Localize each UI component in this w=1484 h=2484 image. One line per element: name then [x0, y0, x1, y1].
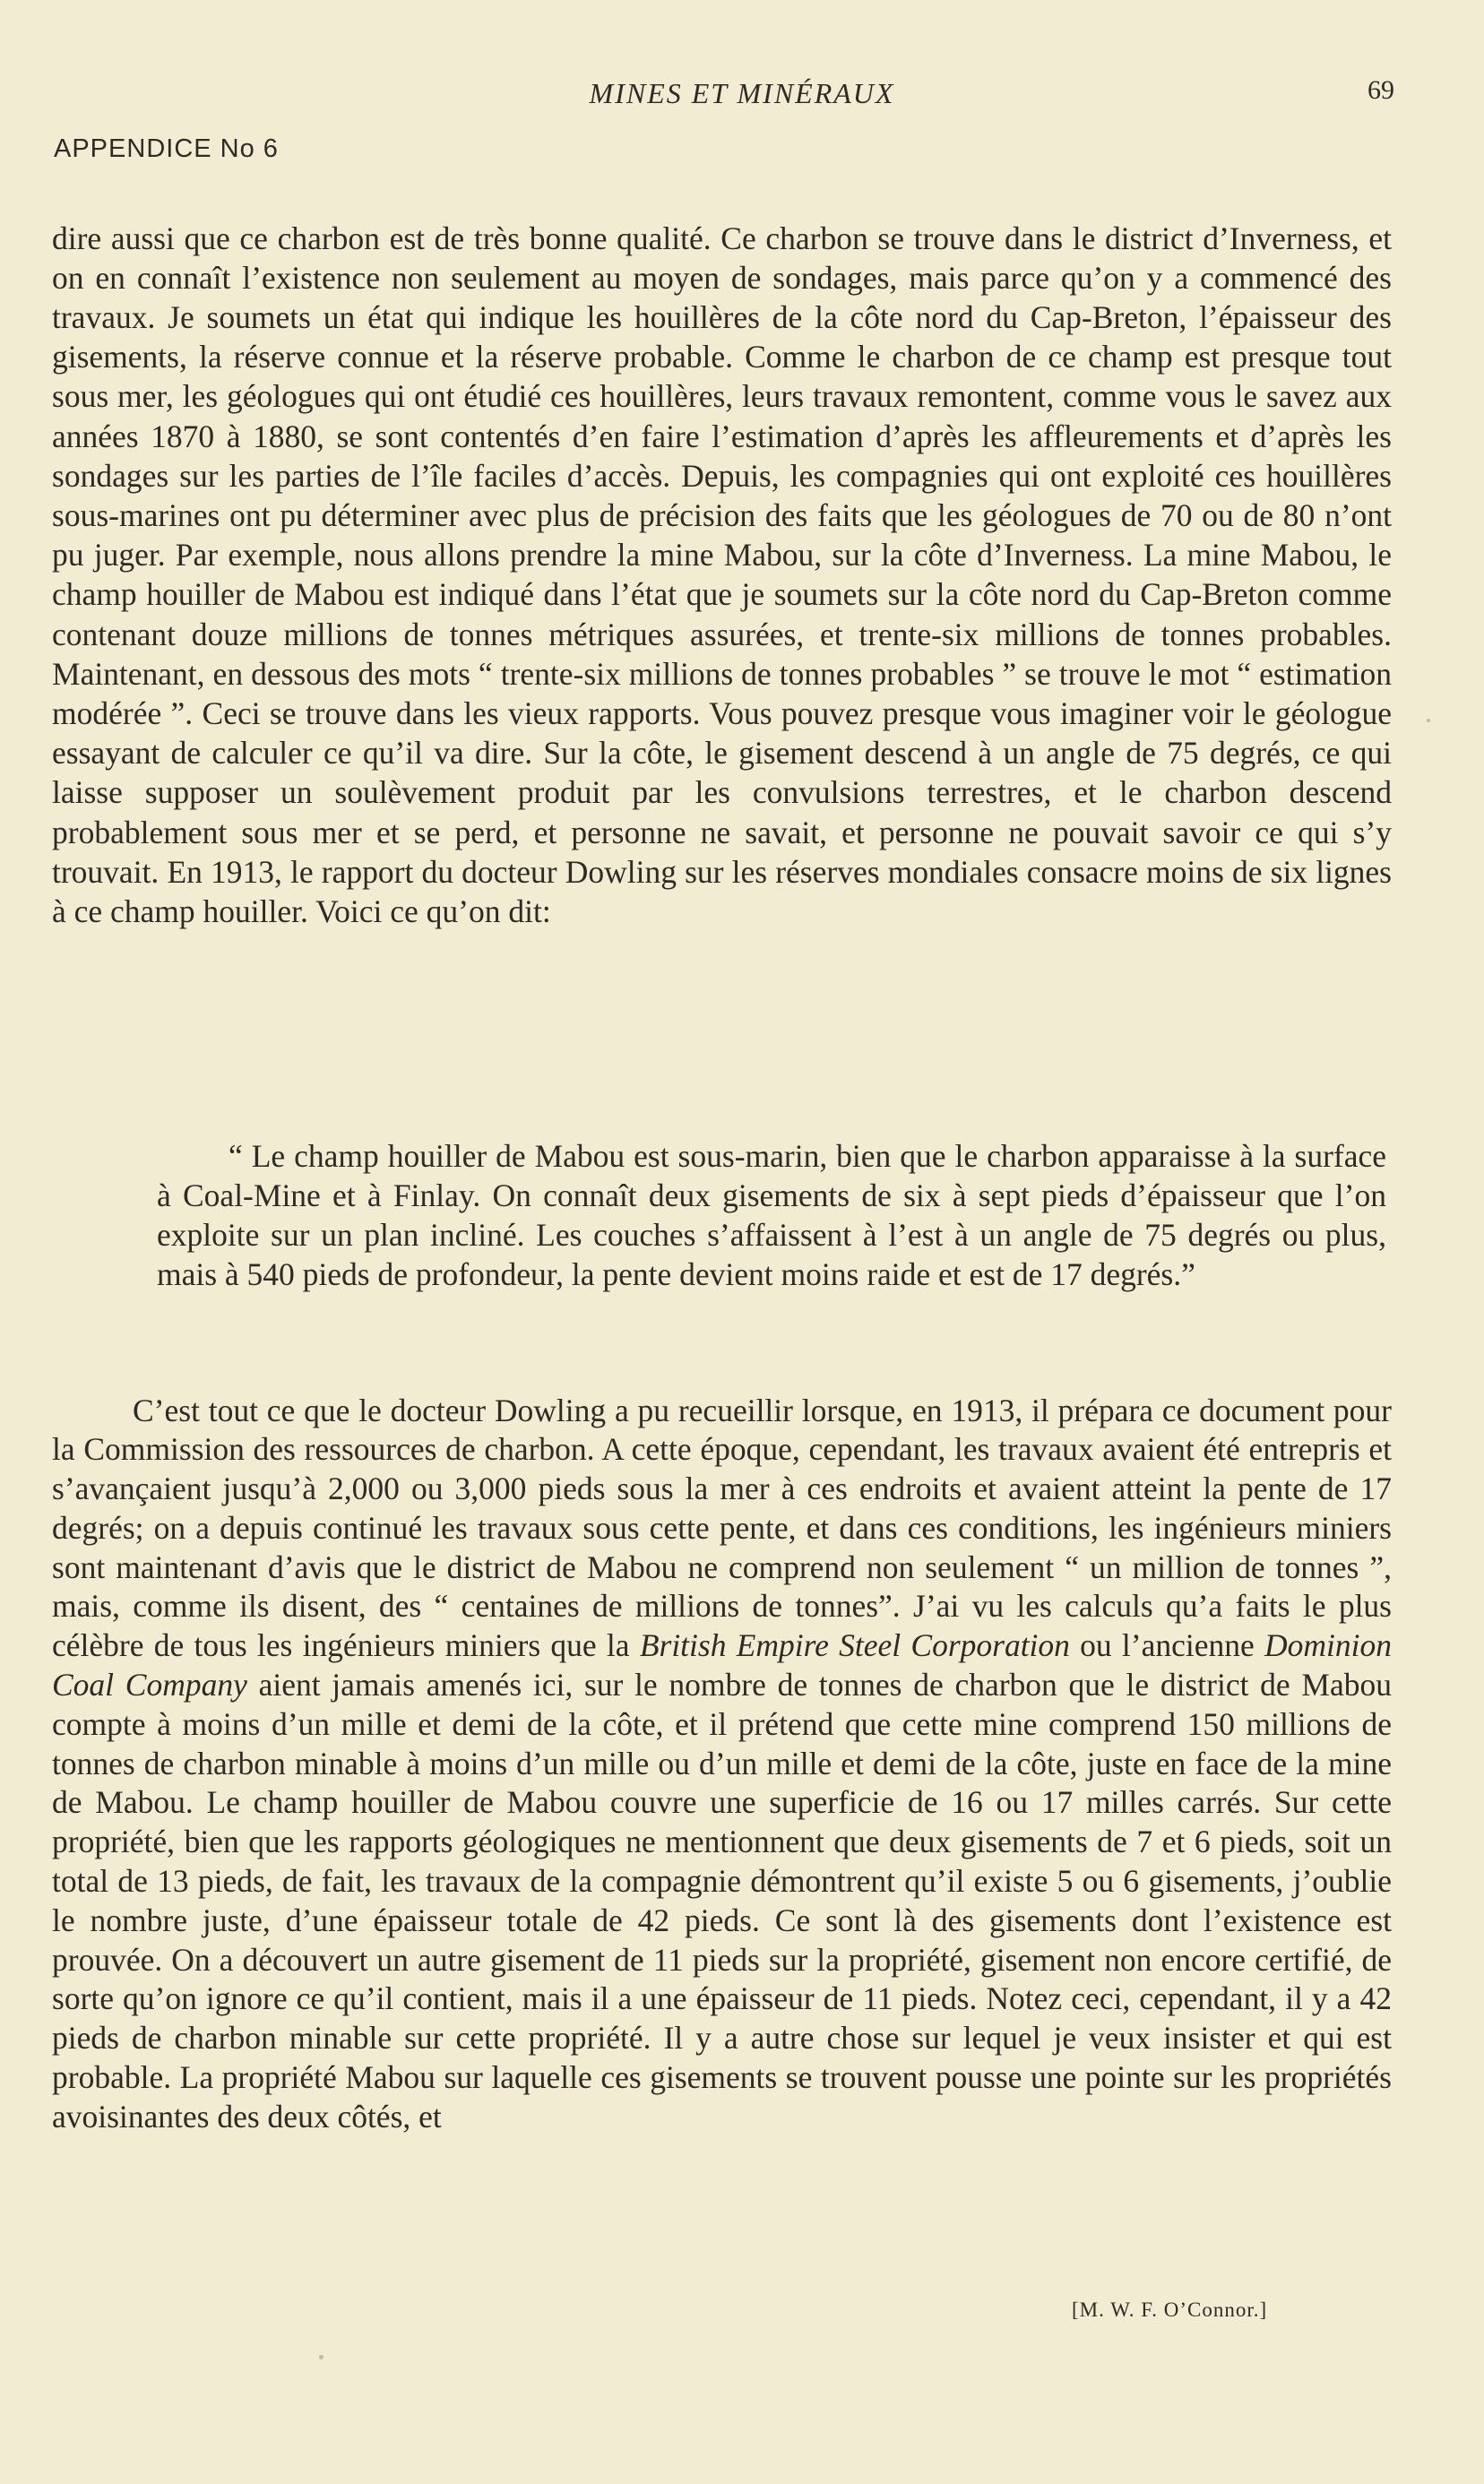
paper-speck [319, 2355, 324, 2359]
company-name-besco: British Empire Steel Corporation [639, 1627, 1070, 1664]
speaker-attribution: [M. W. F. O’Connor.] [1072, 2299, 1268, 2321]
page-number: 69 [1368, 75, 1394, 105]
paper-speck [1427, 719, 1430, 722]
appendix-label: APPENDICE No 6 [54, 134, 279, 163]
paragraph-2-text-b: ou l’ancienne [1069, 1627, 1265, 1664]
paragraph-2 [52, 1392, 1392, 2137]
paragraph-2-text-a: C’est tout ce que le docteur Dowling a pu recueillir lorsque, en 1913, il prépara ce document pour la Commission des ressources de charbon. A cette époque, cependant, les travaux avaient été entrepris et s’avançaient jusqu’à 2,000 ou 3,000 pieds sous la mer à ces endroits et avaient atteint la pente de 17 degrés; on a depuis continué les travaux sous cette pente, et dans ces conditions, les ingénieurs miniers sont maintenant d’avis que le district de Mabou ne comprend non seulement “ un million de tonnes ”, mais, comme ils disent, des “ centaines de millions de tonnes”. J’ai vu les calculs qu’a faits le plus célèbre de tous les ingénieurs miniers que la [52, 1392, 1392, 1664]
running-title: MINES ET MINÉRAUX [589, 77, 895, 109]
block-quote: “ Le champ houiller de Mabou est sous-marin, bien que le charbon apparaisse à la surface à Coal-Mine et à Finlay. On connaît deux gisements de six à sept pieds d’épaisseur que l’on exploite sur un plan incliné. Les couches s’affaissent à l’est à un angle de 75 degrés ou plus, mais à 540 pieds de profondeur, la pente devient moins raide et est de 17 degrés.” [157, 1137, 1386, 1293]
paragraph-2-text-c: aient jamais amenés ici, sur le nombre de tonnes de charbon que le district de Mabou compte à moins d’un mille et demi de la côte, et il prétend que cette mine comprend 150 millions de tonnes de charbon minable à moins d’un mille ou d’un mille et demi de la côte, juste en face de la mine de Mabou. Le champ houiller de Mabou couvre une superficie de 16 ou 17 milles carrés. Sur cette propriété, bien que les rapports géologiques ne mentionnent que deux gisements de 7 et 6 pieds, soit un total de 13 pieds, de fait, les travaux de la compagnie démontrent qu’il existe 5 ou 6 gisements, j’oublie le nombre juste, d’une épaisseur totale de 42 pieds. Ce sont là des gisements dont l’existence est prouvée. On a découvert un autre gisement de 11 pieds sur la propriété, gisement non encore certifié, de sorte qu’on ignore ce qu’il contient, mais il a une épaisseur de 11 pieds. Notez ceci, cependant, il y a 42 pieds de charbon minable sur cette propriété. Il y a autre chose sur lequel je veux insister et qui est probable. La propriété Mabou sur laquelle ces gisements se trouvent pousse une pointe sur les propriétés avoisinantes des deux côtés, et [52, 1667, 1392, 2135]
company-name-dominion-coal: Dominion Coal Company [52, 1627, 1393, 1703]
paragraph-1: dire aussi que ce charbon est de très bonne qualité. Ce charbon se trouve dans le district d’Inverness, et on en connaît l’existence non seulement au moyen de sondages, mais parce qu’on y a commencé des travaux. Je soumets un état qui indique les houillères de la côte nord du Cap-Breton, l’épaisseur des gisements, la réserve connue et la réserve probable. Comme le charbon de ce champ est presque tout sous mer, les géologues qui ont étudié ces houillères, leurs travaux remontent, comme vous le savez aux années 1870 à 1880, se sont contentés d’en faire l’estimation d’après les affleurements et d’après les sondages sur les parties de l’île faciles d’accès. Depuis, les compagnies qui ont exploité ces houillères sous-marines ont pu déterminer avec plus de précision des faits que les géologues de 70 ou de 80 n’ont pu juger. Par exemple, nous allons prendre la mine Mabou, sur la côte d’Inverness. La mine Mabou, le champ houiller de Mabou est indiqué dans l’état que je soumets sur la côte nord du Cap-Breton comme contenant douze millions de tonnes métriques assurées, et trente-six millions de tonnes probables. Maintenant, en dessous des mots “ trente-six millions de tonnes probables ” se trouve le mot “ estimation modérée ”. Ceci se trouve dans les vieux rapports. Vous pouvez presque vous imaginer voir le géologue essayant de calculer ce qu’il va dire. Sur la côte, le gisement descend à un angle de 75 degrés, ce qui laisse supposer un soulèvement produit par les convulsions terrestres, et le charbon descend probablement sous mer et se perd, et personne ne savait, et personne ne pouvait savoir ce qui s’y trouvait. En 1913, le rapport du docteur Dowling sur les réserves mondiales consacre moins de six lignes à ce champ houiller. Voici ce qu’on dit: [52, 220, 1392, 929]
